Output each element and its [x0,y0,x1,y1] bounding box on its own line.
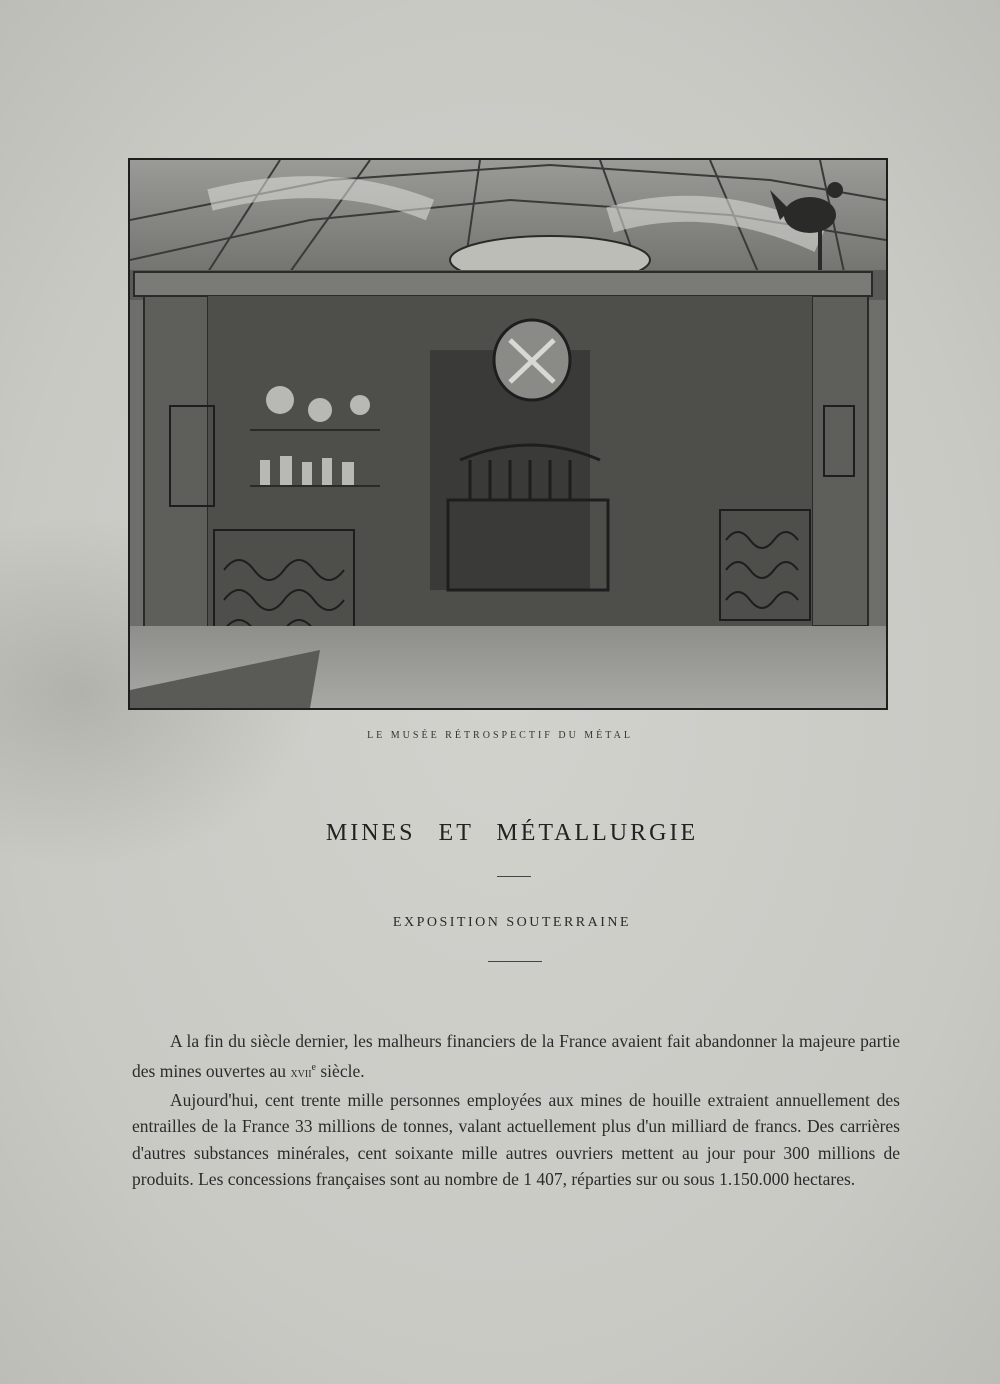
paragraph-1: A la fin du siècle dernier, les malheurs financiers de la France avaient fait abandonner la majeure partie des mines ouvertes au xvii$^e$ siècle. [132,1031,900,1081]
photo-caption: LE MUSÉE RÉTROSPECTIF DU MÉTAL [367,730,633,741]
section-subtitle: EXPOSITION SOUTERRAINE [392,915,632,930]
exhibition-photograph [128,158,888,710]
title-divider [497,876,531,877]
body-text [132,1028,900,1193]
century-numeral: xvii [290,1065,312,1081]
page-title: MINES ET MÉTALLURGIE [325,820,699,846]
subtitle-divider [488,961,542,962]
coat-of-arms [494,320,570,400]
century-superscript: e [311,1061,316,1073]
photograph-illustration [130,160,886,708]
paragraph-2: Aujourd'hui, cent trente mille personnes employées aux mines de houille extraient annuellement des entrailles de la France 33 millions de tonnes, valant actuellement plus d'un milliard de francs. Des carrières d'autres substances minérales, cent soixante mille autres ouvriers mettent au jour pour 300 millions de produits. Les concessions françaises sont au nombre de 1 407, réparties sur ou sous 1.150.000 hectares. [132,1089,900,1190]
